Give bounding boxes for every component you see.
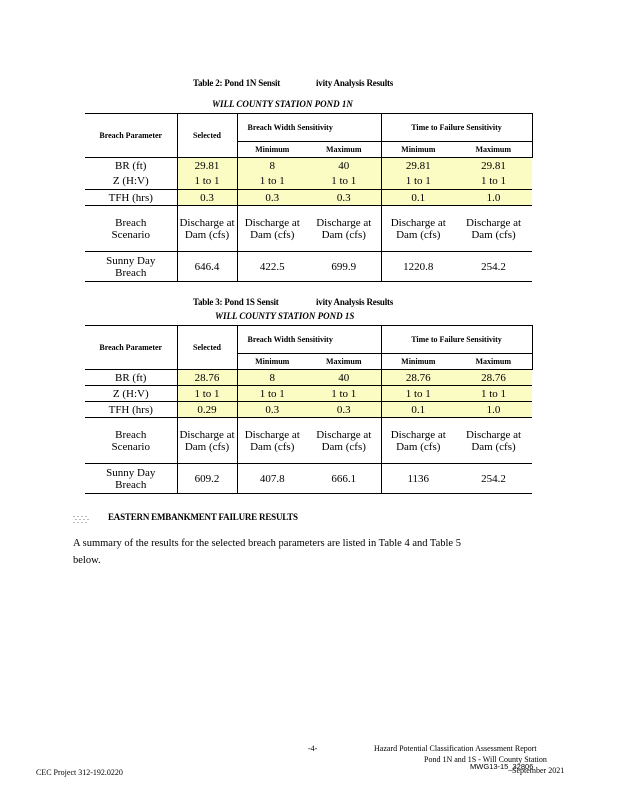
- table3-tf-maximum-header: Maximum: [455, 354, 532, 370]
- table2-discharge-header: Discharge at Dam (cfs): [381, 206, 455, 252]
- table2-cell: 40: [307, 158, 381, 174]
- table2-breach-parameter-header: Breach Parameter: [85, 114, 177, 158]
- table2-cell: 1 to 1: [177, 174, 237, 190]
- table2-cell: 1 to 1: [307, 174, 381, 190]
- table2-breach-width-header: Breach Width Sensitivity: [237, 114, 381, 142]
- table3-station-title: WILL COUNTY STATION POND 1S: [215, 311, 355, 321]
- table2-param-z: Z (H:V): [112, 175, 149, 188]
- table2-time-to-failure-header: Time to Failure Sensitivity: [381, 114, 532, 142]
- table2-cell: 1 to 1: [237, 174, 307, 190]
- table3-cell: 0.1: [381, 402, 455, 418]
- table3-sunny-label: Sunny Day Breach: [85, 464, 177, 494]
- table2-sunny-label: Sunny Day Breach: [85, 252, 177, 282]
- table3-cell: 28.76: [177, 370, 237, 386]
- table3-cell: 254.2: [455, 464, 532, 494]
- table3-cell: 0.3: [237, 402, 307, 418]
- table2-discharge-header: Discharge at Dam (cfs): [455, 206, 532, 252]
- table3-caption-left: Table 3: Pond 1S Sensit: [193, 297, 279, 307]
- table3-selected-header: Selected: [177, 326, 237, 370]
- table2-station-title: WILL COUNTY STATION POND 1N: [212, 99, 353, 109]
- table3-cell: 1.0: [455, 402, 532, 418]
- table3-param-br: BR (ft): [85, 370, 177, 386]
- footer-project: CEC Project 312-192.0220: [36, 768, 123, 777]
- table-row: [85, 418, 532, 464]
- table-row: [85, 252, 532, 282]
- table3-cell: 0.29: [177, 402, 237, 418]
- table3-cell: 609.2: [177, 464, 237, 494]
- table3-cell: 1 to 1: [381, 386, 455, 402]
- table2-cell: 1 to 1: [381, 174, 455, 190]
- table-row: [85, 174, 532, 190]
- table3-bw-maximum-header: Maximum: [307, 354, 381, 370]
- table2-cell: 422.5: [237, 252, 307, 282]
- table2-discharge-header: Discharge at Dam (cfs): [307, 206, 381, 252]
- table-row: [85, 386, 532, 402]
- table3-cell: 40: [307, 370, 381, 386]
- table3-cell: 1 to 1: [177, 386, 237, 402]
- table3-time-to-failure-header: Time to Failure Sensitivity: [381, 326, 532, 354]
- table3-discharge-header: Discharge at Dam (cfs): [381, 418, 455, 464]
- table2-discharge-header: Discharge at Dam (cfs): [177, 206, 237, 252]
- table-row: [85, 370, 532, 386]
- table3-cell: 1 to 1: [237, 386, 307, 402]
- table3-discharge-header: Discharge at Dam (cfs): [177, 418, 237, 464]
- table3: [85, 325, 533, 494]
- table2-cell: 699.9: [307, 252, 381, 282]
- table3-cell: 28.76: [455, 370, 532, 386]
- table-row: [85, 464, 532, 494]
- table3-scenario-label: Breach Scenario: [85, 418, 177, 464]
- table2-cell: 8: [237, 158, 307, 174]
- table2-caption-right: ivity Analysis Results: [316, 78, 394, 88]
- table2-cell: 29.81: [177, 158, 237, 174]
- page-number: -4-: [308, 744, 318, 753]
- table2-cell: 1.0: [455, 190, 532, 206]
- table2-cell: 0.3: [177, 190, 237, 206]
- table-row: [85, 206, 532, 252]
- table2-cell: 0.1: [381, 190, 455, 206]
- footer-doc-code: MWG13-15_32806: [470, 762, 534, 771]
- table2-scenario-label: Breach Scenario: [85, 206, 177, 252]
- table-row: [85, 158, 532, 174]
- table3-cell: 0.3: [307, 402, 381, 418]
- table2-cell: 29.81: [381, 158, 455, 174]
- table3-discharge-header: Discharge at Dam (cfs): [455, 418, 532, 464]
- table2-caption-left: Table 2: Pond 1N Sensit: [193, 78, 281, 88]
- table2-tf-maximum-header: Maximum: [455, 142, 532, 158]
- table3-cell: 1 to 1: [455, 386, 532, 402]
- table3-cell: 28.76: [381, 370, 455, 386]
- table2-discharge-header: Discharge at Dam (cfs): [237, 206, 307, 252]
- table3-cell: 666.1: [307, 464, 381, 494]
- table3-param-tfh: TFH (hrs): [85, 402, 177, 418]
- footer-report-title: Hazard Potential Classification Assessment Report: [374, 744, 537, 753]
- table3-cell: 8: [237, 370, 307, 386]
- table3-param-z: Z (H:V): [85, 386, 177, 402]
- table3-bw-minimum-header: Minimum: [237, 354, 307, 370]
- table3-discharge-header: Discharge at Dam (cfs): [307, 418, 381, 464]
- table2-cell: 1220.8: [381, 252, 455, 282]
- table2-cell: 1 to 1: [455, 174, 532, 190]
- section-heading: EASTERN EMBANKMENT FAILURE RESULTS: [108, 512, 298, 522]
- table-row: [85, 190, 532, 206]
- table3-cell: 1 to 1: [307, 386, 381, 402]
- table3-caption-right: ivity Analysis Results: [316, 297, 394, 307]
- table3-discharge-header: Discharge at Dam (cfs): [237, 418, 307, 464]
- table3-cell: 1136: [381, 464, 455, 494]
- table3-cell: 407.8: [237, 464, 307, 494]
- table2-cell: 0.3: [237, 190, 307, 206]
- table3-breach-width-header: Breach Width Sensitivity: [237, 326, 381, 354]
- table2-bw-maximum-header: Maximum: [307, 142, 381, 158]
- table2-param-tfh: TFH (hrs): [85, 190, 177, 206]
- table2-param-br: BR (ft): [85, 158, 177, 174]
- section-heading-icon: [73, 512, 91, 521]
- table-row: [85, 402, 532, 418]
- section-paragraph: A summary of the results for the selected breach parameters are listed in Table 4 and Table 5 below.: [73, 538, 461, 566]
- table2-cell: 29.81: [455, 158, 532, 174]
- table2-bw-minimum-header: Minimum: [237, 142, 307, 158]
- table2-selected-header: Selected: [177, 114, 237, 158]
- table3-tf-minimum-header: Minimum: [381, 354, 455, 370]
- table2-cell: 646.4: [177, 252, 237, 282]
- table3-breach-parameter-header: Breach Parameter: [85, 326, 177, 370]
- table2-tf-minimum-header: Minimum: [381, 142, 455, 158]
- table2-cell: 0.3: [307, 190, 381, 206]
- footer-report-subtitle: Pond 1N and 1S - Will County Station: [424, 755, 547, 764]
- table2: [85, 113, 533, 282]
- table2-cell: 254.2: [455, 252, 532, 282]
- footer-date: September 2021: [512, 766, 565, 775]
